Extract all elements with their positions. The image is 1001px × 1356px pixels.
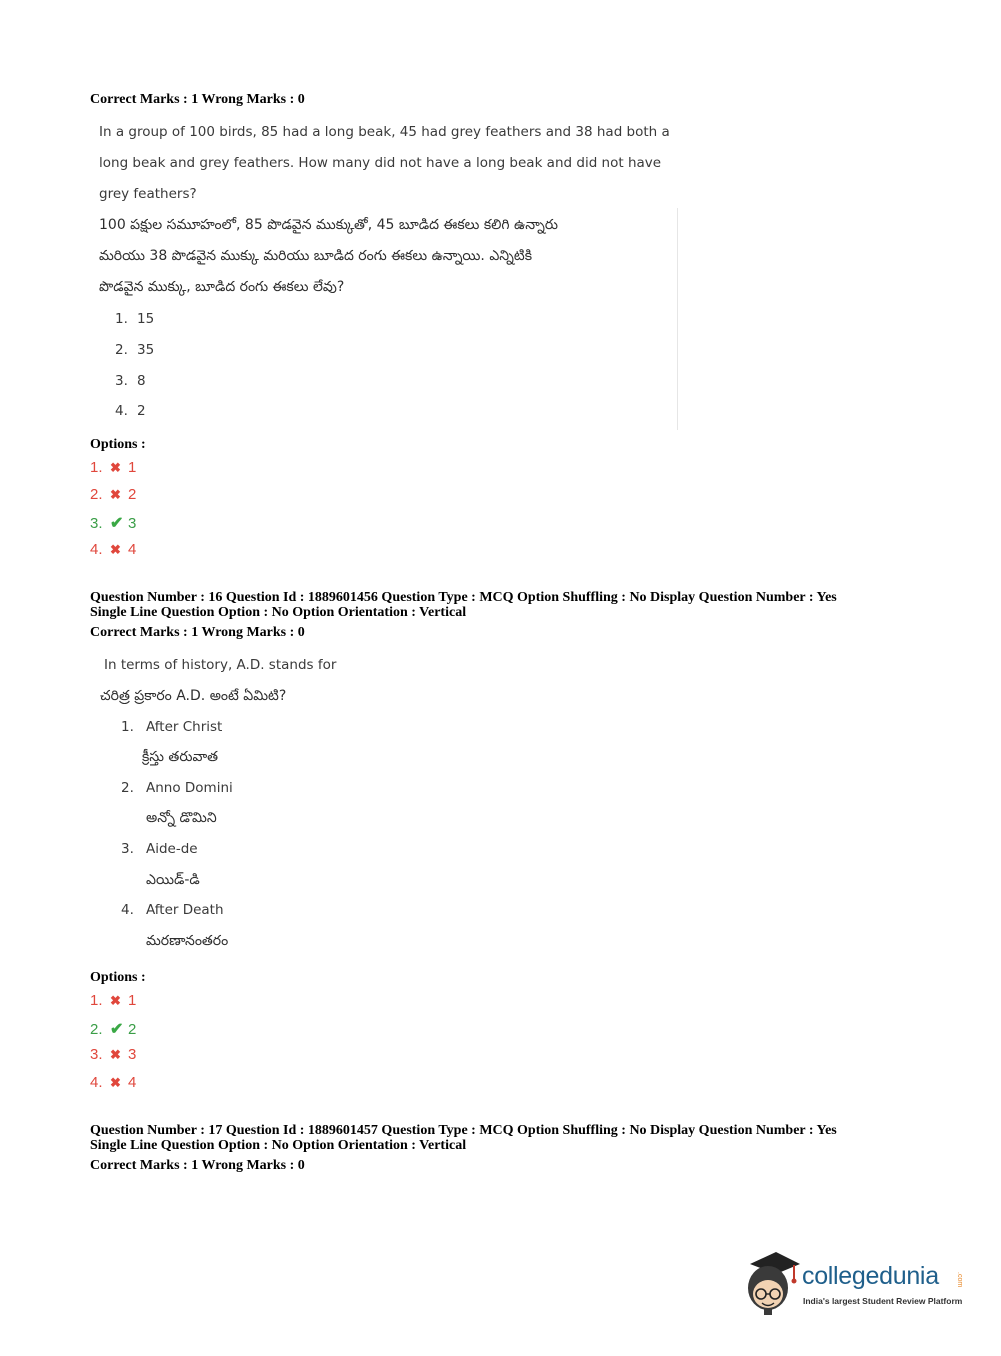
- q15-question-te-line: పొడవైన ముక్కు, బూడిద రంగు ఈకలు లేవు?: [99, 279, 345, 295]
- choice-text: Anno Domini: [146, 780, 233, 796]
- q16-choice-te: అన్నో డొమిని: [146, 810, 217, 826]
- q17-header-line: Single Line Question Option : No Option Orientation : Vertical: [90, 1138, 467, 1153]
- option-number: 4.: [90, 541, 103, 558]
- logo-wordmark: collegedunia: [802, 1262, 939, 1290]
- q16-option: [90, 1019, 136, 1039]
- q15-question-te-line: 100 పక్షుల సమూహంలో, 85 పొడవైన ముక్కుతో, 45 బూడిద ఈకలు కలిగి ఉన్నారు: [99, 217, 559, 233]
- choice-number: 1.: [115, 311, 128, 327]
- image-edge-divider: [677, 208, 678, 430]
- option-number: 1.: [90, 459, 103, 476]
- q15-choice: [115, 311, 154, 327]
- cross-icon: ✖: [110, 542, 121, 557]
- q15-choice: [115, 403, 146, 419]
- choice-number: 2.: [121, 780, 134, 796]
- logo-tagline: India's largest Student Review Platform: [803, 1296, 963, 1306]
- cross-icon: ✖: [110, 460, 121, 475]
- option-value: 3: [128, 1046, 137, 1063]
- choice-number: 4.: [121, 902, 134, 918]
- choice-number: 4.: [115, 403, 128, 419]
- q15-question-te-line: మరియు 38 పొడవైన ముక్కు మరియు బూడిద రంగు ఈకలు ఉన్నాయి. ఎన్నిటికి: [99, 248, 533, 264]
- q16-question-en: In terms of history, A.D. stands for: [104, 657, 337, 673]
- option-value: 2: [128, 486, 137, 503]
- q16-choice-te: క్రీస్తు తరువాత: [142, 749, 219, 765]
- q16-options-label: Options :: [90, 970, 146, 985]
- choice-text: After Christ: [146, 719, 223, 735]
- option-value: 2: [128, 1021, 137, 1038]
- choice-text: Aide-de: [146, 841, 198, 857]
- q15-choice: [115, 342, 154, 358]
- q15-options-label: Options :: [90, 437, 146, 452]
- q16-choice-te: ఎయిడ్-డి: [146, 872, 200, 888]
- q16-option: [90, 1046, 136, 1063]
- q16-option: [90, 1074, 136, 1091]
- choice-text: 15: [137, 311, 155, 327]
- choice-text: 2: [137, 403, 146, 419]
- q15-option: [90, 459, 136, 476]
- q16-choice: [121, 719, 222, 735]
- choice-number: 1.: [121, 719, 134, 735]
- choice-number: 3.: [121, 841, 134, 857]
- q17-marks: Correct Marks : 1 Wrong Marks : 0: [90, 1158, 305, 1173]
- cross-icon: ✖: [110, 487, 121, 502]
- cross-icon: ✖: [110, 1047, 121, 1062]
- q16-option: [90, 992, 136, 1009]
- option-number: 2.: [90, 486, 103, 503]
- q15-question-en-line: In a group of 100 birds, 85 had a long beak, 45 had grey feathers and 38 had both a: [99, 124, 670, 140]
- q15-marks: Correct Marks : 1 Wrong Marks : 0: [90, 92, 305, 107]
- q16-marks: Correct Marks : 1 Wrong Marks : 0: [90, 625, 305, 640]
- option-number: 3.: [90, 1046, 103, 1063]
- q15-option: [90, 541, 136, 558]
- logo-domain-suffix: .com: [956, 1272, 963, 1288]
- q15-question-en-line: long beak and grey feathers. How many did not have a long beak and did not have: [99, 155, 662, 171]
- choice-text: 8: [137, 373, 146, 389]
- q16-choice-te: మరణానంతరం: [146, 933, 229, 949]
- q16-choice: [121, 780, 233, 796]
- q15-option: [90, 486, 136, 503]
- q16-choice: [121, 841, 198, 857]
- q16-choice: [121, 902, 224, 918]
- q16-header-line: Question Number : 16 Question Id : 1889601456 Question Type : MCQ Option Shuffling : No Display Question Number : Yes: [90, 590, 837, 605]
- choice-number: 2.: [115, 342, 128, 358]
- option-value: 4: [128, 541, 137, 558]
- option-number: 4.: [90, 1074, 103, 1091]
- option-value: 1: [128, 992, 137, 1009]
- cross-icon: ✖: [110, 1075, 121, 1090]
- option-value: 1: [128, 459, 137, 476]
- q15-choice: [115, 373, 146, 389]
- q16-header-line: Single Line Question Option : No Option Orientation : Vertical: [90, 605, 467, 620]
- option-value: 3: [128, 515, 137, 532]
- option-value: 4: [128, 1074, 137, 1091]
- check-icon: ✔: [110, 515, 124, 532]
- q17-header-line: Question Number : 17 Question Id : 1889601457 Question Type : MCQ Option Shuffling : No Display Question Number : Yes: [90, 1123, 837, 1138]
- q16-question-te: చరిత్ర ప్రకారం A.D. అంటే ఏమిటి?: [100, 688, 287, 704]
- q15-question-en-line: grey feathers?: [99, 186, 197, 202]
- option-number: 3.: [90, 515, 103, 532]
- check-icon: ✔: [110, 1021, 124, 1038]
- q15-option: [90, 513, 136, 533]
- collegedunia-logo: [742, 1248, 972, 1320]
- cross-icon: ✖: [110, 993, 121, 1008]
- choice-number: 3.: [115, 373, 128, 389]
- mascot-icon: [742, 1250, 800, 1316]
- choice-text: 35: [137, 342, 155, 358]
- option-number: 2.: [90, 1021, 103, 1038]
- choice-text: After Death: [146, 902, 224, 918]
- option-number: 1.: [90, 992, 103, 1009]
